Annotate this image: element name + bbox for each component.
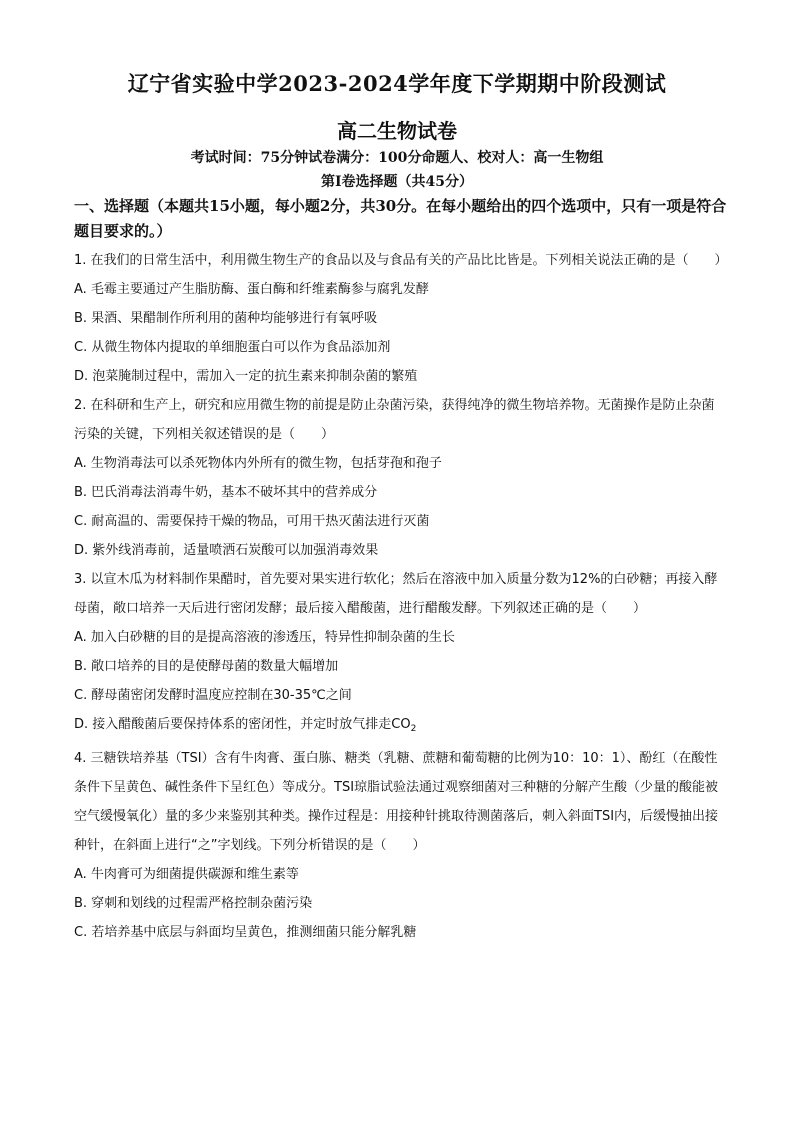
- question-stem: 3. 以宣木瓜为材料制作果醋时，首先要对果实进行软化；然后在溶液中加入质量分数为12%的白砂糖；再接入酵母菌，敞口培养一天后进行密闭发酵；最后接入醋酸菌，进行醋酸发酵。下列叙述正确的是（ ）: [74, 572, 718, 616]
- option-c: C. 酵母菌密闭发酵时温度应控制在30-35℃之间: [74, 688, 352, 703]
- option-b: B. 穿刺和划线的过程需严格控制杂菌污染: [74, 896, 313, 911]
- option-a: A. 加入白砂糖的目的是提高溶液的渗透压，特异性抑制杂菌的生长: [74, 630, 455, 645]
- question-1: [74, 246, 726, 391]
- option-b: B. 敞口培养的目的是使酵母菌的数量大幅增加: [74, 659, 339, 674]
- section-heading: 一、选择题（本题共15小题，每小题2分，共30分。在每小题给出的四个选项中，只有一项是符合题目要求的。）: [74, 197, 727, 240]
- option-c: C. 若培养基中底层与斜面均呈黄色，推测细菌只能分解乳糖: [74, 925, 417, 940]
- exam-title: 辽宁省实验中学2023-2024学年度下学期期中阶段测试: [127, 71, 667, 96]
- option-c: C. 耐高温的、需要保持干燥的物品，可用干热灭菌法进行灭菌: [74, 514, 430, 529]
- exam-info: 考试时间：75分钟试卷满分：100分命题人、校对人：高一生物组: [190, 150, 604, 166]
- exam-subtitle: 高二生物试卷: [337, 119, 457, 143]
- option-c: C. 从微生物体内提取的单细胞蛋白可以作为食品添加剂: [74, 340, 391, 355]
- question-2: [74, 391, 726, 565]
- option-d: D. 泡菜腌制过程中，需加入一定的抗生素来抑制杂菌的繁殖: [74, 369, 418, 384]
- question-3: [74, 565, 726, 744]
- option-b: B. 巴氏消毒法消毒牛奶，基本不破坏其中的营养成分: [74, 485, 378, 500]
- option-b: B. 果酒、果醋制作所利用的菌种均能够进行有氧呼吸: [74, 311, 378, 326]
- option-a: A. 生物消毒法可以杀死物体内外所有的微生物，包括芽孢和孢子: [74, 456, 442, 471]
- option-d-text: D. 接入醋酸菌后要保持体系的密闭性，并定时放气排走CO: [74, 717, 411, 732]
- question-stem: 2. 在科研和生产上，研究和应用微生物的前提是防止杂菌污染，获得纯净的微生物培养物。无菌操作是防止杂菌污染的关键，下列相关叙述错误的是（ ）: [74, 398, 715, 442]
- option-a: A. 牛肉膏可为细菌提供碳源和维生素等: [74, 867, 299, 882]
- option-a: A. 毛霉主要通过产生脂肪酶、蛋白酶和纤维素酶参与腐乳发酵: [74, 282, 429, 297]
- subscript-2: 2: [410, 724, 417, 734]
- volume-heading: 第I卷选择题（共45分）: [320, 174, 474, 190]
- question-list: [74, 246, 726, 947]
- question-stem: 4. 三糖铁培养基（TSI）含有牛肉膏、蛋白胨、糖类（乳糖、蔗糖和葡萄糖的比例为10：10：1）、酚红（在酸性条件下呈黄色、碱性条件下呈红色）等成分。TSI琼脂试验法通过观察细菌对三种糖的分解产生酸（少量的酸能被空气缓慢氧化）量的多少来鉴别其种类。操作过程是：用接种针挑取待测菌落后，刺入斜面TSI内，后缓慢抽出接种针，在斜面上进行“之”字划线。下列分析错误的是（ ）: [74, 751, 719, 853]
- option-d: [74, 710, 726, 744]
- question-4: [74, 744, 726, 947]
- option-d: D. 紫外线消毒前，适量喷洒石炭酸可以加强消毒效果: [74, 543, 379, 558]
- question-stem: 1. 在我们的日常生活中，利用微生物生产的食品以及与食品有关的产品比比皆是。下列相关说法正确的是（ ）: [74, 253, 728, 268]
